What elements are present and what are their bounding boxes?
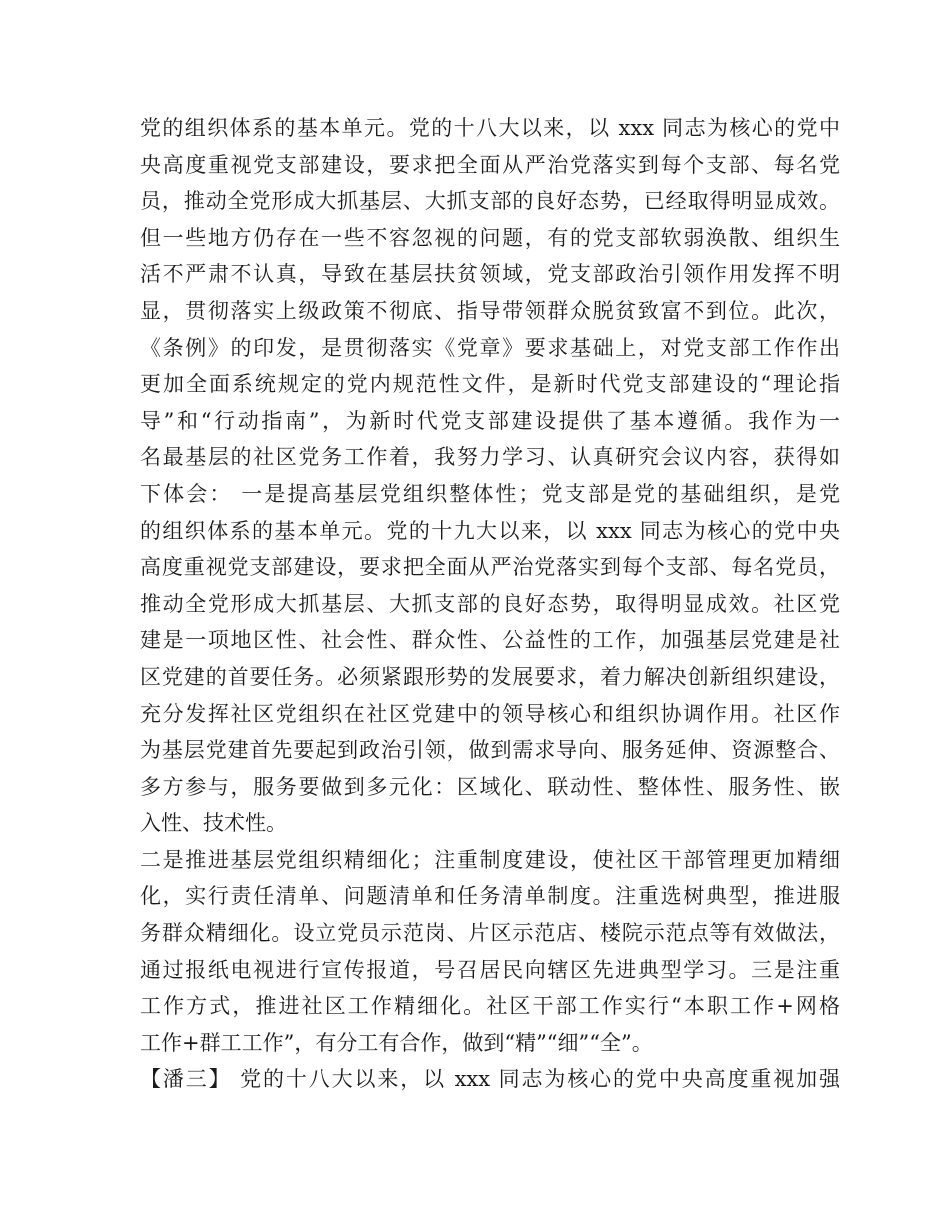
text-line: 多方参与，服务要做到多元化：区域化、联动性、整体性、服务性、嵌: [140, 774, 840, 799]
text-line: 显，贯彻落实上级政策不彻底、指导带领群众脱贫致富不到位。此次，: [140, 298, 840, 323]
text-line: 名最基层的社区党务工作着，我努力学习、认真研究会议内容，获得如: [140, 445, 840, 470]
text-line: 务群众精细化。设立党员示范岗、片区示范店、楼院示范点等有效做法，: [140, 921, 840, 946]
text-line: 区党建的首要任务。必须紧跟形势的发展要求，着力解决创新组织建设，: [140, 664, 840, 689]
text-line: 党的组织体系的基本单元。党的十八大以来，以 xxx 同志为核心的党中: [140, 116, 840, 140]
text-line: 《条例》的印发，是贯彻落实《党章》要求基础上，对党支部工作作出: [140, 335, 840, 360]
text-line: 下体会： 一是提高基层党组织整体性；党支部是党的基础组织，是党: [140, 481, 840, 506]
text-line: 的组织体系的基本单元。党的十九大以来，以 xxx 同志为核心的党中央: [140, 518, 840, 543]
text-line: 但一些地方仍存在一些不容忽视的问题，有的党支部软弱涣散、组织生: [140, 225, 840, 250]
text-line: 央高度重视党支部建设，要求把全面从严治党落实到每个支部、每名党: [140, 152, 840, 177]
text-line: 工作方式，推进社区工作精细化。社区干部工作实行“本职工作+网格: [140, 994, 840, 1019]
document-body: [140, 110, 840, 1098]
text-line: 通过报纸电视进行宣传报道，号召居民向辖区先进典型学习。三是注重: [140, 957, 840, 982]
text-line: 推动全党形成大抓基层、大抓支部的良好态势，取得明显成效。社区党: [140, 591, 840, 616]
text-line: 高度重视党支部建设，要求把全面从严治党落实到每个支部、每名党员，: [140, 555, 840, 580]
text-line: 为基层党建首先要起到政治引领，做到需求导向、服务延伸、资源整合、: [140, 738, 840, 763]
text-line: 充分发挥社区党组织在社区党建中的领导核心和组织协调作用。社区作: [140, 701, 840, 726]
text-line: 员，推动全党形成大抓基层、大抓支部的良好态势，已经取得明显成效。: [140, 189, 840, 214]
text-line: 活不严肃不认真，导致在基层扶贫领域，党支部政治引领作用发挥不明: [140, 262, 840, 287]
text-line: 入性、技术性。: [140, 811, 287, 836]
text-line: 导”和“行动指南”，为新时代党支部建设提供了基本遵循。我作为一: [140, 408, 840, 433]
text-line: 建是一项地区性、社会性、群众性、公益性的工作，加强基层党建是社: [140, 628, 840, 653]
text-line: 二是推进基层党组织精细化；注重制度建设，使社区干部管理更加精细: [140, 847, 840, 872]
text-line: 【潘三】 党的十八大以来，以 xxx 同志为核心的党中央高度重视加强: [140, 1067, 840, 1092]
text-line: 化，实行责任清单、问题清单和任务清单制度。注重选树典型，推进服: [140, 884, 840, 909]
text-line: 工作+群工工作”，有分工有合作，做到“精”“细”“全”。: [140, 1030, 653, 1055]
text-line: 更加全面系统规定的党内规范性文件，是新时代党支部建设的“理论指: [140, 372, 840, 397]
